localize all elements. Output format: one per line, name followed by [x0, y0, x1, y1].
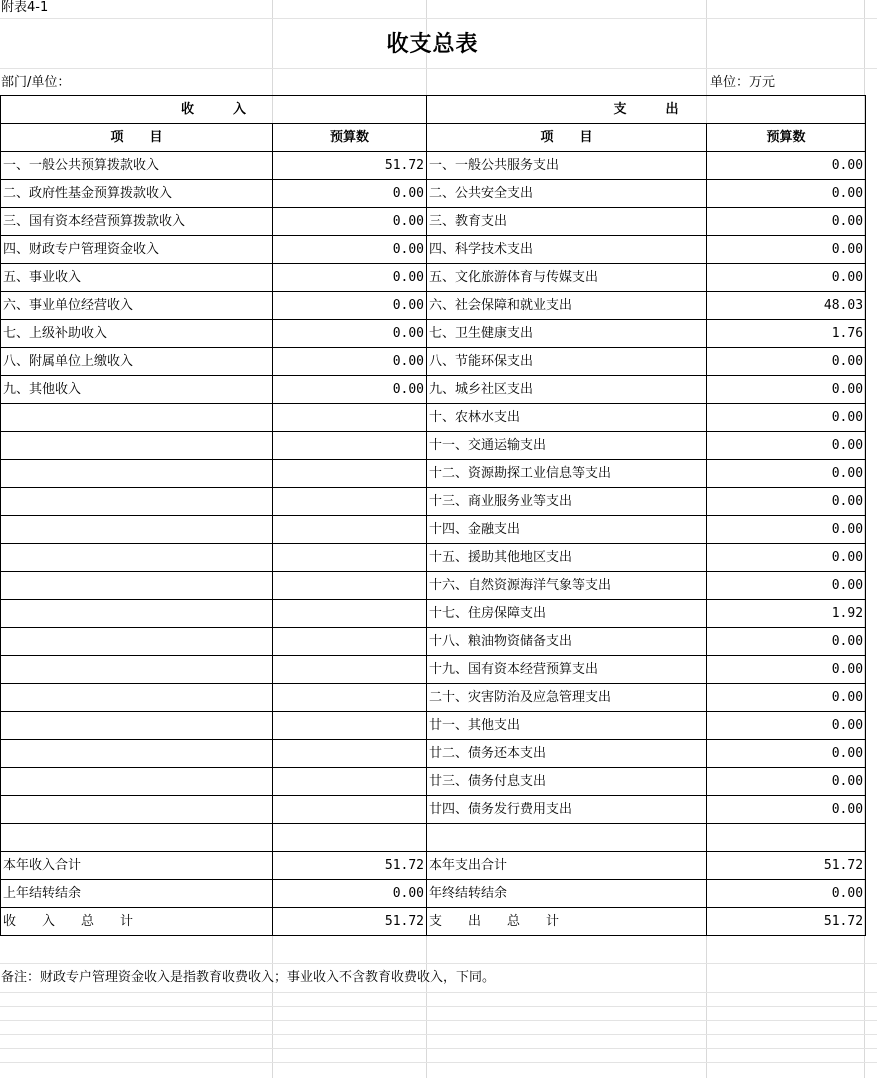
- table-row: [1, 740, 866, 768]
- page-title: 收支总表: [386, 32, 479, 57]
- expense-item-cell: 十七、住房保障支出: [427, 600, 707, 628]
- income-value-cell: 51.72: [273, 152, 427, 180]
- expense-value-cell: 0.00: [707, 712, 866, 740]
- expense-item-cell: 本年支出合计: [427, 852, 707, 880]
- dept-label: 部门/单位：: [1, 75, 71, 90]
- expense-item-cell: 四、科学技术支出: [427, 236, 707, 264]
- income-item-cell: [1, 600, 273, 628]
- table-row: [1, 376, 866, 404]
- expense-item-cell: 八、节能环保支出: [427, 348, 707, 376]
- table-row: [1, 796, 866, 824]
- income-value-cell: 0.00: [273, 376, 427, 404]
- expense-item-cell: [427, 824, 707, 852]
- income-item-cell: 六、事业单位经营收入: [1, 292, 273, 320]
- expense-item-cell: 十九、国有资本经营预算支出: [427, 656, 707, 684]
- income-value-cell: [273, 488, 427, 516]
- income-item-cell: [1, 516, 273, 544]
- expense-item-cell: 二、公共安全支出: [427, 180, 707, 208]
- income-item-cell: 四、财政专户管理资金收入: [1, 236, 273, 264]
- income-item-cell: 一、一般公共预算拨款收入: [1, 152, 273, 180]
- expense-value-cell: 0.00: [707, 880, 866, 908]
- expense-item-cell: 十三、商业服务业等支出: [427, 488, 707, 516]
- expense-item-cell: 十五、援助其他地区支出: [427, 544, 707, 572]
- income-value-cell: 0.00: [273, 292, 427, 320]
- gridline: [0, 1048, 877, 1049]
- table-row: [1, 684, 866, 712]
- expense-value-cell: 0.00: [707, 152, 866, 180]
- expense-item-cell: 十六、自然资源海洋气象等支出: [427, 572, 707, 600]
- income-value-cell: [273, 516, 427, 544]
- income-item-header: 项 目: [1, 124, 273, 152]
- expense-item-cell: 六、社会保障和就业支出: [427, 292, 707, 320]
- expense-section-header: 支 出: [427, 96, 866, 124]
- expense-value-cell: 51.72: [707, 908, 866, 936]
- expense-value-cell: 0.00: [707, 348, 866, 376]
- expense-value-cell: 0.00: [707, 236, 866, 264]
- expense-item-cell: 廿四、债务发行费用支出: [427, 796, 707, 824]
- income-value-cell: [273, 544, 427, 572]
- expense-budget-header: 预算数: [707, 124, 866, 152]
- income-item-cell: 五、事业收入: [1, 264, 273, 292]
- expense-value-cell: 0.00: [707, 460, 866, 488]
- expense-item-cell: 支 出 总 计: [427, 908, 707, 936]
- table-row: [1, 656, 866, 684]
- expense-value-cell: 0.00: [707, 656, 866, 684]
- income-item-cell: [1, 684, 273, 712]
- gridline: [0, 18, 877, 19]
- table-row: [1, 544, 866, 572]
- expense-item-cell: 一、一般公共服务支出: [427, 152, 707, 180]
- table-row: [1, 880, 866, 908]
- expense-item-cell: 三、教育支出: [427, 208, 707, 236]
- income-value-cell: [273, 656, 427, 684]
- income-value-cell: [273, 684, 427, 712]
- expense-item-cell: 年终结转结余: [427, 880, 707, 908]
- table-row: [1, 348, 866, 376]
- expense-value-cell: 0.00: [707, 628, 866, 656]
- gridline: [0, 963, 877, 964]
- income-value-cell: [273, 712, 427, 740]
- income-value-cell: 0.00: [273, 236, 427, 264]
- expense-value-cell: 0.00: [707, 376, 866, 404]
- income-value-cell: [273, 432, 427, 460]
- expense-value-cell: 0.00: [707, 796, 866, 824]
- income-item-cell: [1, 824, 273, 852]
- expense-value-cell: 0.00: [707, 572, 866, 600]
- income-item-cell: [1, 628, 273, 656]
- table-row: [1, 712, 866, 740]
- income-section-header: 收 入: [1, 96, 427, 124]
- expense-value-cell: 0.00: [707, 264, 866, 292]
- expense-value-cell: 0.00: [707, 768, 866, 796]
- income-item-cell: [1, 768, 273, 796]
- expense-value-cell: 0.00: [707, 180, 866, 208]
- expense-value-cell: 48.03: [707, 292, 866, 320]
- expense-item-cell: 廿三、债务付息支出: [427, 768, 707, 796]
- table-row: [1, 180, 866, 208]
- income-value-cell: 0.00: [273, 880, 427, 908]
- budget-table-body: [1, 96, 866, 936]
- income-value-cell: [273, 740, 427, 768]
- income-item-cell: 七、上级补助收入: [1, 320, 273, 348]
- income-value-cell: [273, 600, 427, 628]
- footnote: 备注：财政专户管理资金收入是指教育收费收入；事业收入不含教育收费收入，下同。: [1, 970, 496, 985]
- income-item-cell: [1, 796, 273, 824]
- expense-item-cell: 十一、交通运输支出: [427, 432, 707, 460]
- income-value-cell: [273, 768, 427, 796]
- table-row: [1, 432, 866, 460]
- income-value-cell: [273, 628, 427, 656]
- expense-value-cell: 51.72: [707, 852, 866, 880]
- expense-item-cell: 十二、资源勘探工业信息等支出: [427, 460, 707, 488]
- income-value-cell: 0.00: [273, 208, 427, 236]
- income-item-cell: [1, 432, 273, 460]
- income-value-cell: 51.72: [273, 908, 427, 936]
- table-row: [1, 768, 866, 796]
- expense-value-cell: 1.76: [707, 320, 866, 348]
- table-row: [1, 628, 866, 656]
- expense-item-cell: 廿一、其他支出: [427, 712, 707, 740]
- income-value-cell: [273, 404, 427, 432]
- table-row: [1, 516, 866, 544]
- expense-value-cell: 0.00: [707, 516, 866, 544]
- expense-item-cell: 十、农林水支出: [427, 404, 707, 432]
- income-value-cell: 0.00: [273, 264, 427, 292]
- table-row: [1, 572, 866, 600]
- expense-value-cell: 0.00: [707, 488, 866, 516]
- income-item-cell: 收 入 总 计: [1, 908, 273, 936]
- budget-table: [0, 95, 866, 936]
- table-row: [1, 460, 866, 488]
- income-budget-header: 预算数: [273, 124, 427, 152]
- table-row: [1, 404, 866, 432]
- expense-item-cell: 九、城乡社区支出: [427, 376, 707, 404]
- table-row: [1, 824, 866, 852]
- expense-value-cell: 0.00: [707, 740, 866, 768]
- expense-value-cell: 0.00: [707, 404, 866, 432]
- gridline: [0, 992, 877, 993]
- sheet-label: 附表4-1: [1, 0, 49, 15]
- table-row: [1, 320, 866, 348]
- gridline: [0, 1020, 877, 1021]
- expense-value-cell: 0.00: [707, 684, 866, 712]
- expense-item-cell: 廿二、债务还本支出: [427, 740, 707, 768]
- gridline: [0, 1062, 877, 1063]
- expense-item-cell: 十八、粮油物资储备支出: [427, 628, 707, 656]
- income-item-cell: [1, 488, 273, 516]
- gridline: [0, 1034, 877, 1035]
- income-item-cell: [1, 656, 273, 684]
- expense-value-cell: 0.00: [707, 432, 866, 460]
- income-item-cell: [1, 712, 273, 740]
- income-item-cell: [1, 572, 273, 600]
- expense-item-header: 项 目: [427, 124, 707, 152]
- income-value-cell: [273, 572, 427, 600]
- income-item-cell: 本年收入合计: [1, 852, 273, 880]
- income-item-cell: 上年结转结余: [1, 880, 273, 908]
- expense-value-cell: 1.92: [707, 600, 866, 628]
- table-row: [1, 908, 866, 936]
- table-row: [1, 152, 866, 180]
- expense-value-cell: 0.00: [707, 544, 866, 572]
- income-item-cell: 九、其他收入: [1, 376, 273, 404]
- expense-item-cell: 七、卫生健康支出: [427, 320, 707, 348]
- expense-value-cell: [707, 824, 866, 852]
- income-value-cell: 0.00: [273, 180, 427, 208]
- income-value-cell: 0.00: [273, 320, 427, 348]
- expense-item-cell: 十四、金融支出: [427, 516, 707, 544]
- section-header-row: [1, 96, 866, 124]
- gridline: [0, 1006, 877, 1007]
- table-row: [1, 236, 866, 264]
- income-item-cell: 二、政府性基金预算拨款收入: [1, 180, 273, 208]
- table-row: [1, 600, 866, 628]
- unit-label: 单位：万元: [710, 75, 776, 90]
- gridline: [0, 68, 877, 69]
- expense-item-cell: 五、文化旅游体育与传媒支出: [427, 264, 707, 292]
- income-item-cell: 三、国有资本经营预算拨款收入: [1, 208, 273, 236]
- expense-item-cell: 二十、灾害防治及应急管理支出: [427, 684, 707, 712]
- income-item-cell: 八、附属单位上缴收入: [1, 348, 273, 376]
- table-row: [1, 264, 866, 292]
- income-value-cell: [273, 824, 427, 852]
- income-value-cell: 51.72: [273, 852, 427, 880]
- expense-value-cell: 0.00: [707, 208, 866, 236]
- table-row: [1, 292, 866, 320]
- income-value-cell: [273, 796, 427, 824]
- income-item-cell: [1, 544, 273, 572]
- table-row: [1, 488, 866, 516]
- income-item-cell: [1, 740, 273, 768]
- income-value-cell: 0.00: [273, 348, 427, 376]
- income-value-cell: [273, 460, 427, 488]
- column-header-row: [1, 124, 866, 152]
- income-item-cell: [1, 460, 273, 488]
- income-item-cell: [1, 404, 273, 432]
- table-row: [1, 208, 866, 236]
- table-row: [1, 852, 866, 880]
